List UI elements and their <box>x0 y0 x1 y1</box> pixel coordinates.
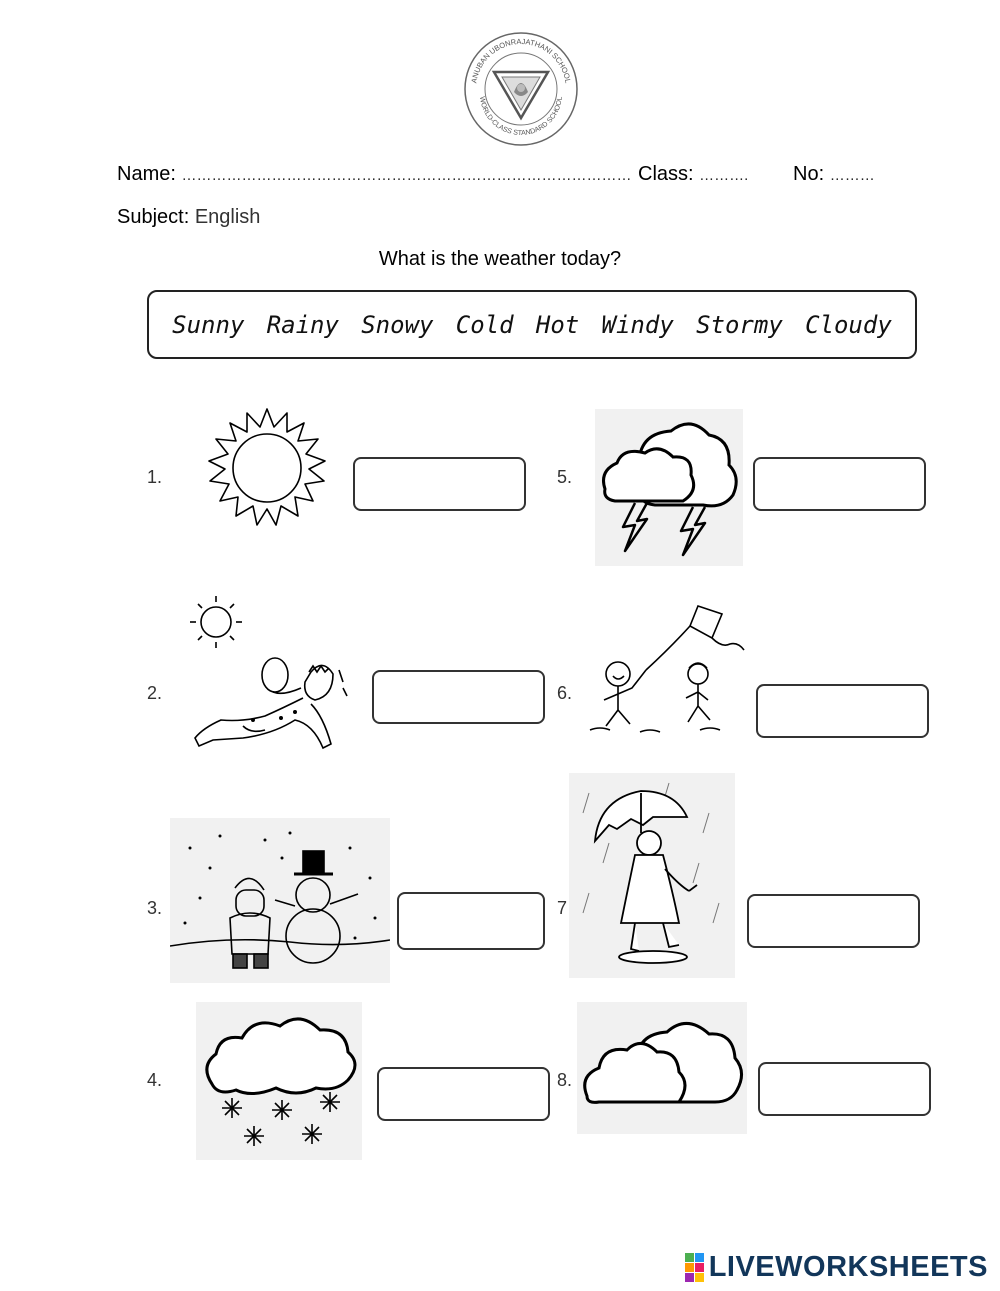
answer-box[interactable] <box>753 457 926 511</box>
brand-logo <box>685 1251 988 1284</box>
hot-person-icon <box>183 588 353 758</box>
item-number: 2. <box>147 683 163 703</box>
answer-box[interactable] <box>377 1067 550 1121</box>
word-bank-item: Snowy <box>361 310 434 339</box>
class-label: Class: <box>638 163 694 185</box>
answer-box[interactable] <box>758 1062 931 1116</box>
answer-box[interactable] <box>756 684 929 738</box>
subject-label: Subject: <box>117 206 190 228</box>
storm-cloud-icon <box>595 409 743 566</box>
item-number: 7 <box>557 898 568 918</box>
brand-text: LIVEWORKSHEETS <box>708 1251 988 1283</box>
answer-box[interactable] <box>747 894 920 948</box>
no-line <box>793 163 875 186</box>
answer-box[interactable] <box>353 457 526 511</box>
rain-umbrella-icon <box>569 773 735 978</box>
word-bank-item: Rainy <box>266 310 339 339</box>
item-number: 8. <box>557 1070 573 1090</box>
liveworksheets-icon <box>685 1253 705 1283</box>
logo-text-bottom: WORLD-CLASS STANDARD SCHOOL <box>477 96 564 138</box>
class-field[interactable]: ………. <box>699 167 749 184</box>
word-bank-item: Sunny <box>172 310 245 339</box>
word-bank-item: Cold <box>455 310 514 339</box>
no-label: No: <box>793 163 825 185</box>
subject-line <box>117 206 260 229</box>
word-bank <box>147 290 917 359</box>
item-number: 5. <box>557 467 573 487</box>
subject-value: English <box>194 206 261 228</box>
sun-icon <box>205 405 330 530</box>
question-heading: What is the weather today? <box>378 248 622 270</box>
logo-text-top: ANUBAN UBONRAJATHANI SCHOOL <box>469 36 573 84</box>
cloudy-icon <box>577 1002 747 1134</box>
item-number: 4. <box>147 1070 163 1090</box>
name-label: Name: <box>117 163 176 185</box>
class-line <box>638 163 748 186</box>
item-number: 1. <box>147 467 163 487</box>
word-bank-item: Stormy <box>696 310 783 339</box>
word-bank-item: Hot <box>535 310 580 339</box>
kite-wind-icon <box>580 598 752 743</box>
item-number: 6. <box>557 683 573 703</box>
no-field[interactable]: ……… <box>829 167 875 184</box>
item-number: 3. <box>147 898 163 918</box>
cold-snowman-icon <box>170 818 390 983</box>
word-bank-item: Cloudy <box>805 310 892 339</box>
snow-cloud-icon <box>196 1002 362 1160</box>
name-line <box>117 163 631 186</box>
name-field[interactable]: ……………………………………………………………………………… <box>181 167 632 184</box>
answer-box[interactable] <box>372 670 545 724</box>
word-bank-item: Windy <box>601 310 674 339</box>
answer-box[interactable] <box>397 892 545 950</box>
school-logo <box>462 30 580 148</box>
